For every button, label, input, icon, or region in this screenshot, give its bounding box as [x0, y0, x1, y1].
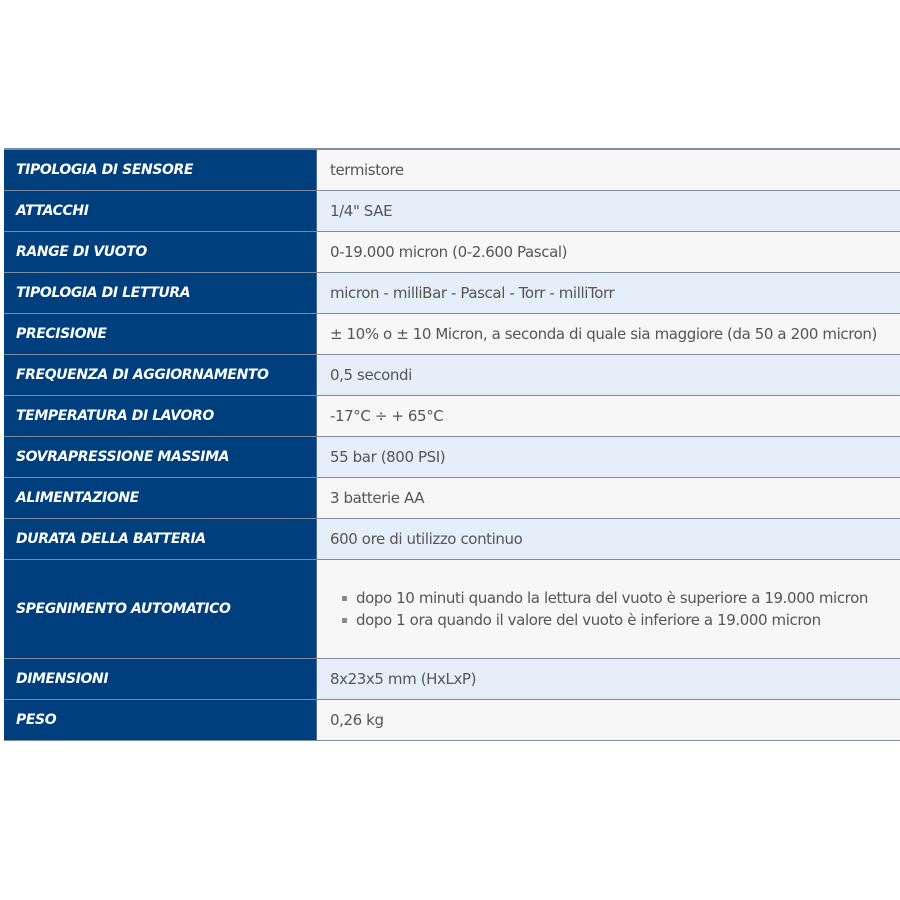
spec-label: ATTACCHI	[4, 190, 317, 231]
spec-row-dimensions	[4, 658, 900, 699]
spec-row-connections	[4, 190, 900, 231]
spec-row-weight	[4, 699, 900, 740]
square-bullet-icon	[342, 618, 347, 623]
spec-label: RANGE DI VUOTO	[4, 231, 317, 272]
spec-value: 3 batterie AA	[317, 477, 900, 518]
spec-label: SPEGNIMENTO AUTOMATICO	[4, 559, 317, 658]
spec-value	[317, 559, 900, 658]
spec-value: termistore	[317, 149, 900, 190]
bullet-text: dopo 10 minuti quando la lettura del vuoto è superiore a 19.000 micron	[356, 588, 868, 607]
spec-table	[4, 148, 900, 741]
spec-value: 0,5 secondi	[317, 354, 900, 395]
spec-label: TIPOLOGIA DI LETTURA	[4, 272, 317, 313]
spec-label: FREQUENZA DI AGGIORNAMENTO	[4, 354, 317, 395]
spec-row-working-temperature	[4, 395, 900, 436]
spec-value: ± 10% o ± 10 Micron, a seconda di quale sia maggiore (da 50 a 200 micron)	[317, 313, 900, 354]
spec-row-auto-shutdown	[4, 559, 900, 658]
spec-row-vacuum-range	[4, 231, 900, 272]
spec-row-update-frequency	[4, 354, 900, 395]
spec-row-precision	[4, 313, 900, 354]
spec-value: micron - milliBar - Pascal - Torr - milliTorr	[317, 272, 900, 313]
spec-label: SOVRAPRESSIONE MASSIMA	[4, 436, 317, 477]
spec-value: 1/4" SAE	[317, 190, 900, 231]
spec-value: 0-19.000 micron (0-2.600 Pascal)	[317, 231, 900, 272]
bullet-text: dopo 1 ora quando il valore del vuoto è inferiore a 19.000 micron	[356, 610, 821, 629]
spec-value: 8x23x5 mm (HxLxP)	[317, 658, 900, 699]
spec-label: TIPOLOGIA DI SENSORE	[4, 149, 317, 190]
bullet-item	[356, 587, 900, 609]
spec-row-max-overpressure	[4, 436, 900, 477]
bullet-list	[330, 587, 900, 631]
spec-label: DURATA DELLA BATTERIA	[4, 518, 317, 559]
spec-row-reading-type	[4, 272, 900, 313]
spec-label: PESO	[4, 699, 317, 740]
spec-value: 55 bar (800 PSI)	[317, 436, 900, 477]
spec-label: DIMENSIONI	[4, 658, 317, 699]
spec-row-power-supply	[4, 477, 900, 518]
square-bullet-icon	[342, 596, 347, 601]
spec-label: TEMPERATURA DI LAVORO	[4, 395, 317, 436]
spec-label: ALIMENTAZIONE	[4, 477, 317, 518]
spec-value: -17°C ÷ + 65°C	[317, 395, 900, 436]
bullet-item	[356, 609, 900, 631]
spec-value: 600 ore di utilizzo continuo	[317, 518, 900, 559]
spec-label: PRECISIONE	[4, 313, 317, 354]
spec-value: 0,26 kg	[317, 699, 900, 740]
spec-row-battery-life	[4, 518, 900, 559]
spec-row-sensor-type	[4, 149, 900, 190]
